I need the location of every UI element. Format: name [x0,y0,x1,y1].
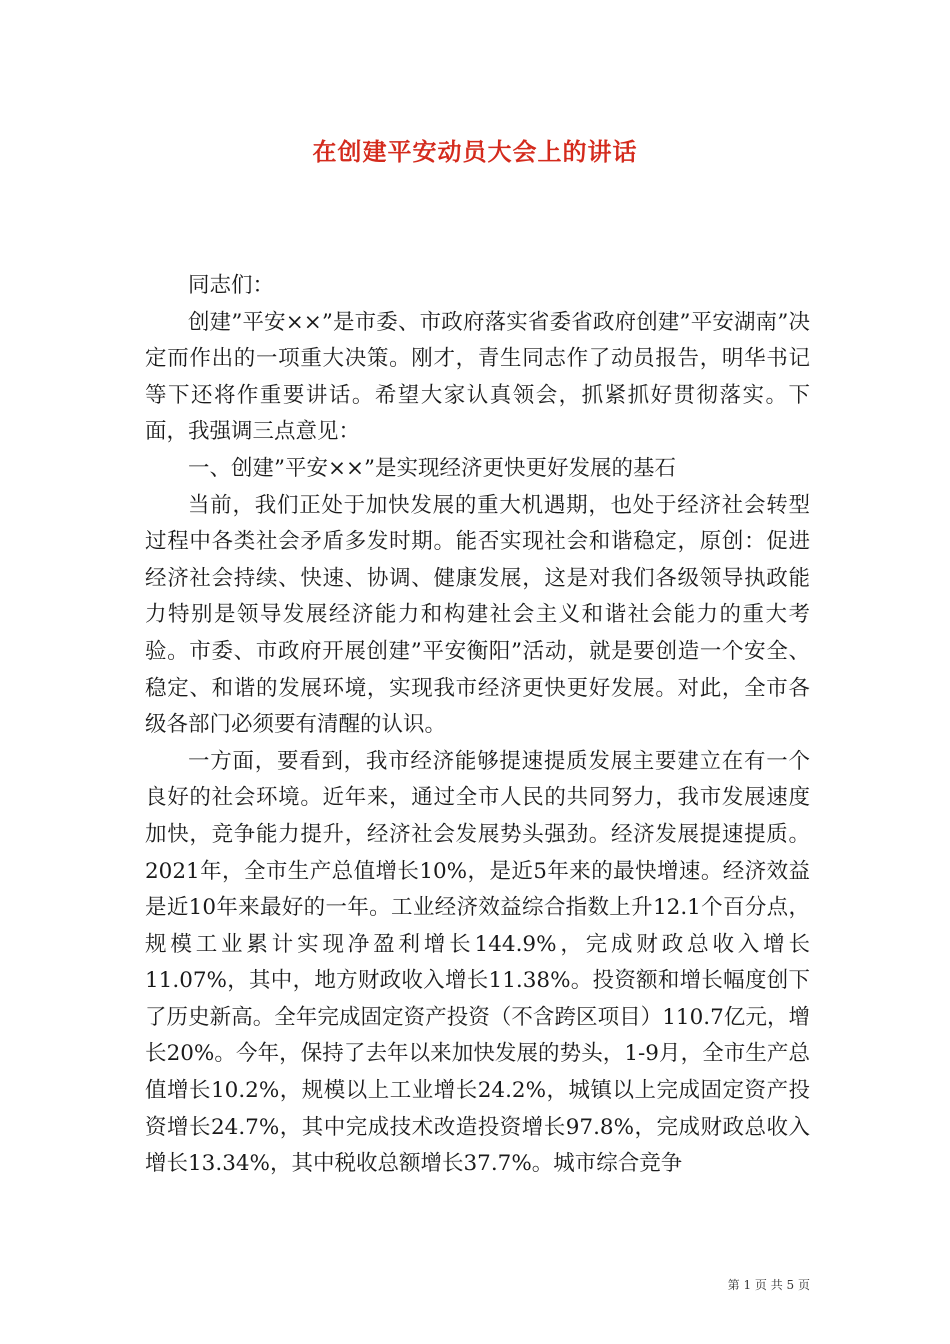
page-number-footer: 第 1 页 共 5 页 [727,1278,810,1292]
body-paragraph: 一方面，要看到，我市经济能够提速提质发展主要建立在有一个良好的社会环境。近年来，通过全市人民的共同努力，我市发展速度加快，竞争能力提升，经济社会发展势头强劲。经济发展提速提质。2021年，全市生产总值增长10%，是近5年来的最快增速。经济效益是近10年来最好的一年。工业经济效益综合指数上升12.1个百分点，规模工业累计实现净盈利增长144.9%，完成财政总收入增长11.07%，其中，地方财政收入增长11.38%。投资额和增长幅度创下了历史新高。全年完成固定资产投资（不含跨区项目）110.7亿元，增长20%。今年，保持了去年以来加快发展的势头，1-9月，全市生产总值增长10.2%，规模以上工业增长24.2%，城镇以上完成固定资产投资增长24.7%，其中完成技术改造投资增长97.8%，完成财政总收入增长13.34%，其中税收总额增长37.7%。城市综合竞争 [145,748,810,1177]
document-title: 在创建平安动员大会上的讲话 [312,137,638,166]
document-body [145,268,810,1183]
body-paragraph: 当前，我们正处于加快发展的重大机遇期，也处于经济社会转型过程中各类社会矛盾多发时期。能否实现社会和谐稳定，原创：促进经济社会持续、快速、协调、健康发展，这是对我们各级领导执政能力特别是领导发展经济能力和构建社会主义和谐社会能力的重大考验。市委、市政府开展创建”平安衡阳”活动，就是要创造一个安全、稳定、和谐的发展环境，实现我市经济更快更好发展。对此，全市各级各部门必须要有清醒的认识。 [145,492,810,738]
intro-paragraph: 创建”平安××”是市委、市政府落实省委省政府创建”平安湖南”决定而作出的一项重大决策。刚才，青生同志作了动员报告，明华书记等下还将作重要讲话。希望大家认真领会，抓紧抓好贯彻落实。下面，我强调三点意见： [145,309,810,445]
salutation-paragraph: 同志们： [188,273,275,298]
section-heading: 一、创建”平安××”是实现经济更快更好发展的基石 [188,455,677,481]
